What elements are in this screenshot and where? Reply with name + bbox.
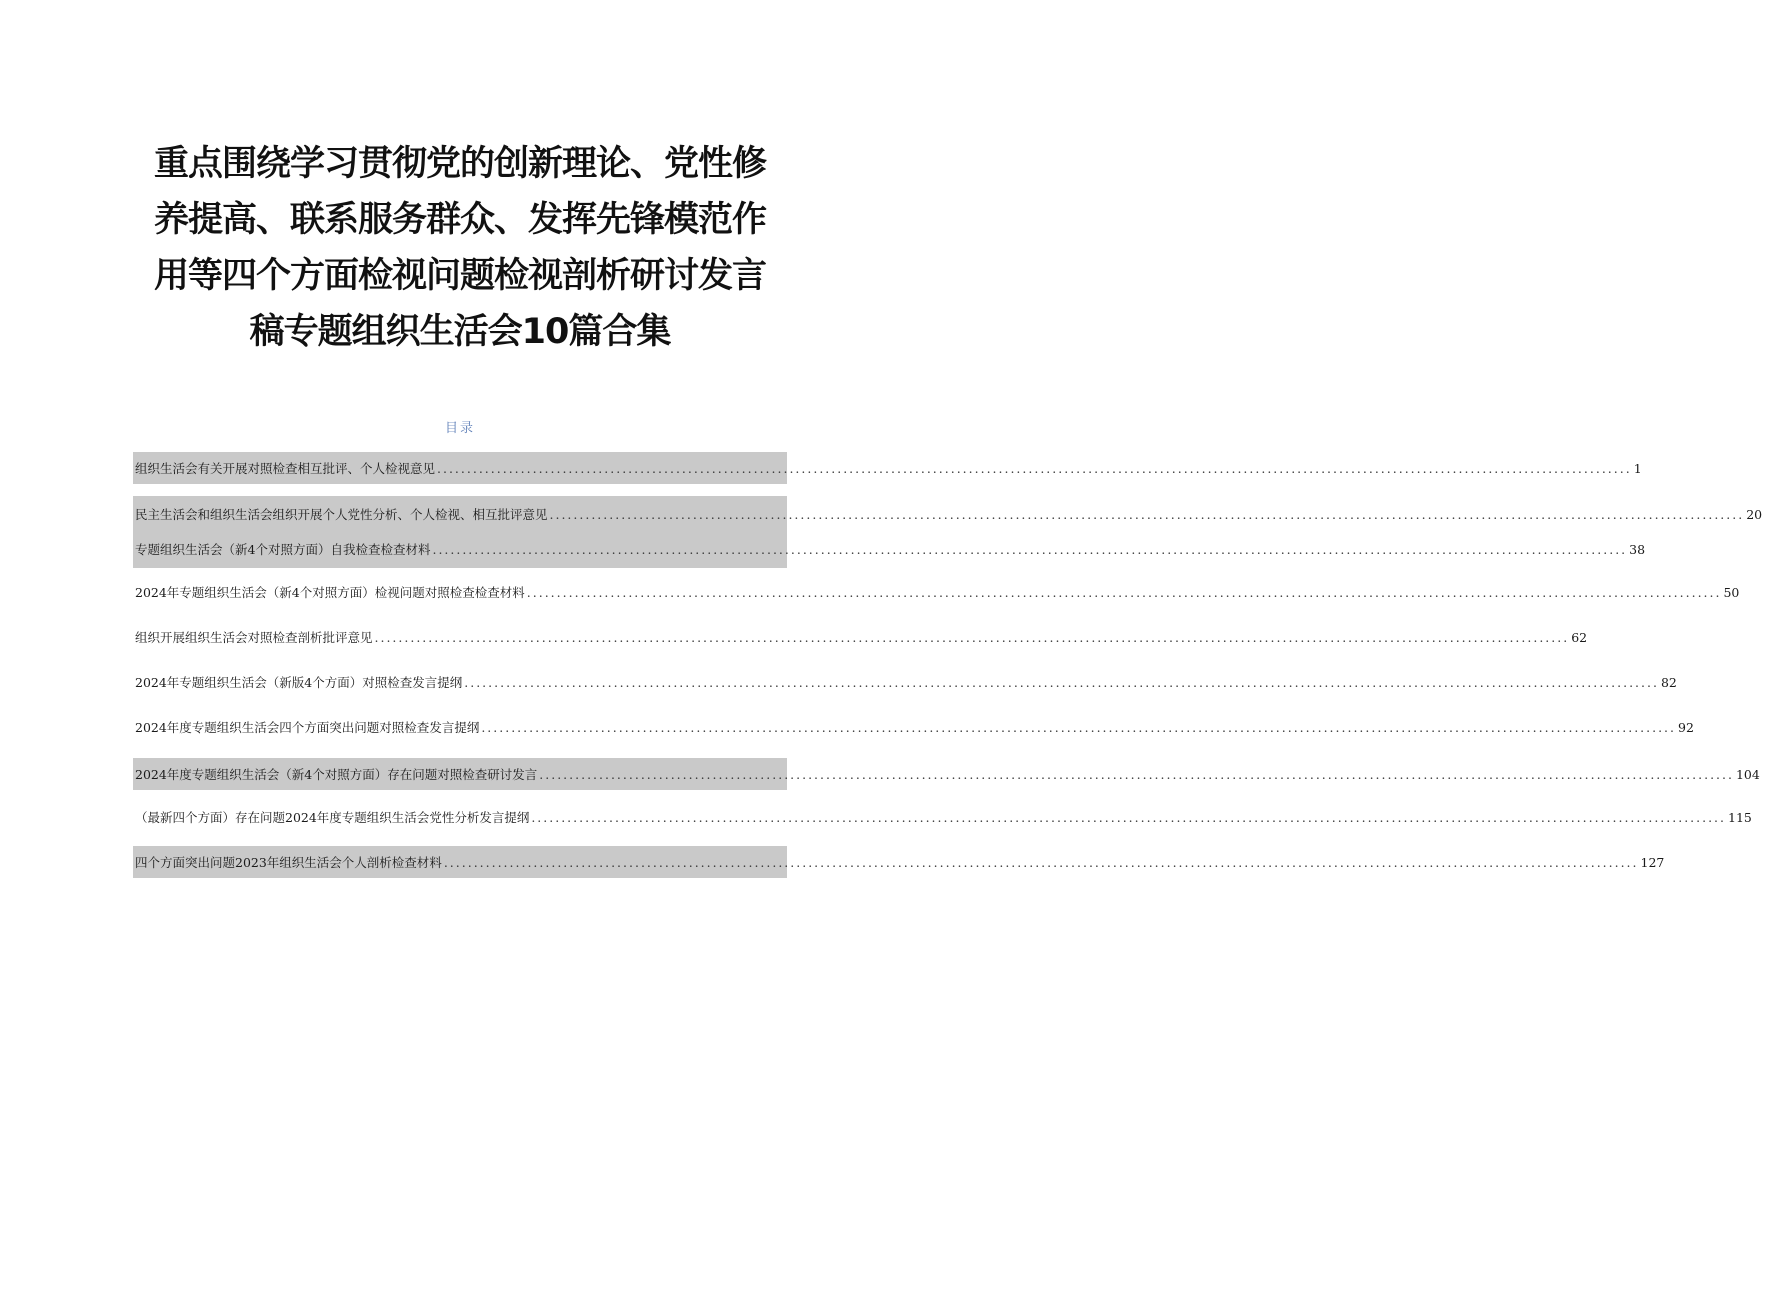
document-title [120,136,800,360]
title-line-3: 用等四个方面检视问题检视剖析研讨发言 [153,256,766,296]
toc-entry[interactable] [133,576,1740,608]
toc-entry[interactable] [133,711,1694,743]
toc-entry-page: 1 [1633,460,1642,476]
title-line-4: 稿专题组织生活会10篇合集 [249,312,671,352]
toc-entry[interactable] [133,666,1677,698]
toc-entry[interactable] [133,452,1642,484]
toc-entry[interactable] [133,758,1760,790]
toc-entry-page: 115 [1728,809,1752,825]
toc-heading: 目录 [444,421,475,436]
toc-leader-dots: ........................................................................................................................................................................................................ [539,766,1734,782]
toc-entry[interactable] [133,621,1588,653]
title-line-1: 重点围绕学习贯彻党的创新理论、党性修 [153,144,766,184]
toc-entry-title: 2024年度专题组织生活会（新4个对照方面）存在问题对照检查研讨发言 [135,767,538,782]
toc-leader-dots: ........................................................................................................................................................................................................ [526,584,1722,600]
toc-entry-title: 民主生活会和组织生活会组织开展个人党性分析、个人检视、相互批评意见 [135,507,548,522]
toc-entry-page: 20 [1746,506,1763,522]
toc-entry[interactable] [133,533,1646,565]
toc-entry[interactable] [133,846,1665,878]
toc-leader-dots: ........................................................................................................................................................................................................ [464,674,1659,690]
toc-entry-title: 组织开展组织生活会对照检查剖析批评意见 [135,630,373,645]
toc-entry-page: 104 [1735,766,1760,782]
toc-entry-title: 四个方面突出问题2023年组织生活会个人剖析检查材料 [135,855,442,870]
toc-leader-dots: ........................................................................................................................................................................................................ [481,719,1677,735]
toc-entry-page: 38 [1629,541,1646,557]
toc-leader-dots: ........................................................................................................................................................................................................ [549,506,1745,522]
toc-entry-page: 82 [1660,674,1677,690]
toc-entry[interactable] [133,801,1752,833]
toc-entry-title: 专题组织生活会（新4个对照方面）自我检查检查材料 [135,542,431,557]
toc-entry-title: 2024年专题组织生活会（新4个对照方面）检视问题对照检查检查材料 [135,585,525,600]
toc-leader-dots: ........................................................................................................................................................................................................ [437,460,1632,476]
toc-entry-title: 组织生活会有关开展对照检查相互批评、个人检视意见 [135,461,436,476]
toc-leader-dots: ........................................................................................................................................................................................................ [443,854,1639,870]
toc-entry-page: 50 [1723,584,1740,600]
toc-entry-page: 62 [1571,629,1588,645]
toc-entry-page: 127 [1640,854,1665,870]
toc-entry-title: （最新四个方面）存在问题2024年度专题组织生活会党性分析发言提纲 [135,810,530,825]
title-line-2: 养提高、联系服务群众、发挥先锋模范作 [153,200,766,240]
toc-leader-dots: ........................................................................................................................................................................................................ [432,541,1628,557]
toc-leader-dots: ........................................................................................................................................................................................................ [531,809,1727,825]
toc-entry-page: 92 [1678,719,1694,735]
toc-entry-title: 2024年专题组织生活会（新版4个方面）对照检查发言提纲 [135,675,463,690]
toc-entry[interactable] [133,498,1763,530]
toc-entry-title: 2024年度专题组织生活会四个方面突出问题对照检查发言提纲 [135,720,480,735]
toc-leader-dots: ........................................................................................................................................................................................................ [374,629,1570,645]
